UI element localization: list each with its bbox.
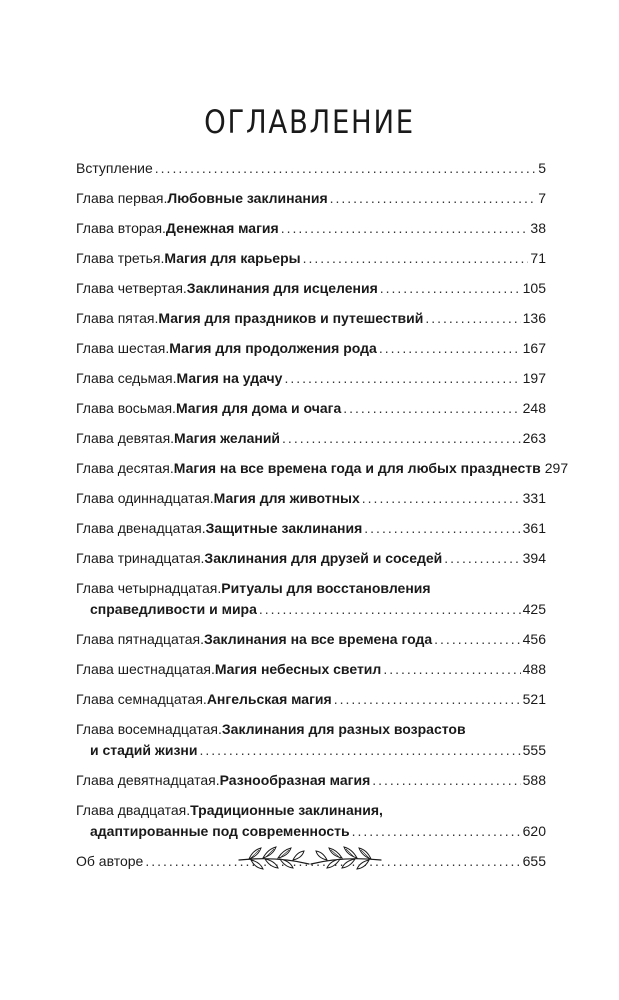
toc-entry-title-continued: справедливости и мира — [90, 601, 257, 617]
toc-entry-title: Разнообразная магия — [219, 772, 371, 788]
toc-entry — [76, 488, 546, 509]
toc-entry — [76, 158, 546, 179]
toc-entry-prefix: Глава восьмая. — [76, 400, 176, 416]
toc-entry-title-continued: и стадий жизни — [90, 742, 198, 758]
toc-page-number: 297 — [544, 460, 569, 476]
toc-page-number: 38 — [530, 220, 546, 236]
toc-page-number: 620 — [522, 823, 546, 839]
toc-leader-dots — [434, 629, 520, 650]
toc-entry-prefix: Глава десятая. — [76, 460, 174, 476]
table-of-contents — [76, 158, 569, 881]
toc-entry-prefix: Глава двадцатая. — [76, 802, 191, 818]
toc-entry — [76, 458, 569, 479]
toc-page-number: 521 — [522, 691, 546, 707]
toc-entry-title: Заклинания на все времена года — [203, 631, 433, 647]
toc-page-number: 167 — [522, 340, 546, 356]
toc-leader-dots — [362, 488, 521, 509]
toc-entry-prefix: Глава девятая. — [76, 430, 175, 446]
toc-page-number: 588 — [522, 772, 546, 788]
toc-entry — [76, 518, 546, 539]
toc-leader-dots — [199, 740, 520, 761]
toc-entry — [76, 719, 546, 761]
toc-entry-title: Заклинания для друзей и соседей — [204, 550, 443, 566]
toc-entry — [76, 770, 546, 791]
toc-page-number: 425 — [522, 601, 546, 617]
toc-page-number: 197 — [522, 370, 546, 386]
toc-page-number: 71 — [530, 250, 546, 266]
toc-page-number: 456 — [522, 631, 546, 647]
toc-leader-dots — [425, 308, 520, 329]
toc-entry — [76, 218, 546, 239]
toc-entry-title: Магия небесных светил — [214, 661, 382, 677]
toc-entry-prefix: Глава четвертая. — [76, 280, 187, 296]
toc-page-number: 248 — [522, 400, 546, 416]
toc-entry — [76, 308, 546, 329]
toc-entry-title: Магия для праздников и путешествий — [158, 310, 424, 326]
toc-leader-dots — [364, 518, 520, 539]
toc-entry — [76, 278, 546, 299]
toc-entry — [76, 368, 546, 389]
toc-entry-title: Ритуалы для восстановления — [221, 580, 431, 596]
toc-entry — [76, 689, 546, 710]
toc-leader-dots — [303, 248, 529, 269]
toc-entry-title: Любовные заклинания — [167, 190, 328, 206]
toc-entry-title: Магия для продолжения рода — [169, 340, 377, 356]
toc-leader-dots — [334, 689, 521, 710]
toc-leader-dots — [379, 338, 521, 359]
toc-entry-prefix: Глава девятнадцатая. — [76, 772, 220, 788]
toc-entry-title-continued: адаптированные под современность — [90, 823, 350, 839]
toc-page-number: 488 — [522, 661, 546, 677]
toc-entry-title: Магия для дома и очага — [175, 400, 342, 416]
toc-entry — [76, 800, 546, 842]
toc-entry-prefix: Глава шестнадцатая. — [76, 661, 215, 677]
toc-leader-dots — [343, 398, 520, 419]
toc-page-number: 136 — [522, 310, 546, 326]
toc-leader-dots — [330, 188, 537, 209]
page-title: ОГЛАВЛЕНИЕ — [204, 103, 415, 142]
toc-entry-prefix: Глава семнадцатая. — [76, 691, 207, 707]
toc-entry-prefix: Глава вторая. — [76, 220, 166, 236]
toc-entry-prefix: Глава одиннадцатая. — [76, 490, 214, 506]
toc-page-number: 5 — [538, 160, 546, 176]
toc-entry-prefix: Глава пятая. — [76, 310, 159, 326]
toc-entry-prefix: Глава седьмая. — [76, 370, 177, 386]
toc-entry — [76, 248, 546, 269]
toc-entry — [76, 578, 546, 620]
toc-entry — [76, 428, 546, 449]
toc-leader-dots — [282, 428, 521, 449]
toc-page-number: 394 — [522, 550, 546, 566]
toc-entry-title: Магия на удачу — [176, 370, 283, 386]
toc-entry-title: Магия для карьеры — [164, 250, 301, 266]
toc-entry — [76, 338, 546, 359]
toc-entry-prefix: Глава пятнадцатая. — [76, 631, 204, 647]
toc-leader-dots — [281, 218, 529, 239]
toc-leader-dots — [372, 770, 520, 791]
toc-leader-dots — [259, 599, 521, 620]
toc-page-number: 555 — [522, 742, 546, 758]
toc-leader-dots — [155, 158, 536, 179]
toc-entry-title: Магия для животных — [213, 490, 360, 506]
toc-page-number: 361 — [522, 520, 546, 536]
toc-entry-prefix: Вступление — [76, 160, 153, 176]
toc-entry — [76, 659, 546, 680]
toc-entry-prefix: Глава двенадцатая. — [76, 520, 206, 536]
toc-page-number: 7 — [538, 190, 546, 206]
toc-entry-title: Заклинания для исцеления — [186, 280, 378, 296]
toc-entry-prefix: Глава тринадцатая. — [76, 550, 205, 566]
toc-entry-title: Магия на все времена года и для любых празднеств — [173, 460, 541, 476]
toc-leader-dots — [383, 659, 520, 680]
toc-entry — [76, 398, 546, 419]
laurel-ornament-icon — [237, 838, 383, 878]
toc-entry-title: Защитные заклинания — [205, 520, 363, 536]
toc-page-number: 105 — [522, 280, 546, 296]
toc-entry-title: Денежная магия — [165, 220, 279, 236]
toc-entry-title: Заклинания для разных возрастов — [221, 721, 466, 737]
toc-page-number: 331 — [522, 490, 546, 506]
toc-entry — [76, 629, 546, 650]
toc-entry-title: Ангельская магия — [206, 691, 332, 707]
toc-entry-prefix: Об авторе — [76, 853, 144, 869]
toc-entry-prefix: Глава первая. — [76, 190, 168, 206]
toc-entry — [76, 188, 546, 209]
toc-entry-prefix: Глава четырнадцатая. — [76, 580, 222, 596]
toc-leader-dots — [380, 278, 521, 299]
toc-page-number: 655 — [522, 853, 546, 869]
toc-entry-prefix: Глава восемнадцатая. — [76, 721, 222, 737]
toc-leader-dots — [444, 548, 520, 569]
toc-leader-dots — [284, 368, 520, 389]
toc-entry-title: Магия желаний — [174, 430, 281, 446]
toc-page-number: 263 — [522, 430, 546, 446]
toc-entry-title: Традиционные заклинания, — [190, 802, 383, 818]
toc-entry-prefix: Глава шестая. — [76, 340, 170, 356]
toc-entry — [76, 548, 546, 569]
toc-entry-prefix: Глава третья. — [76, 250, 165, 266]
